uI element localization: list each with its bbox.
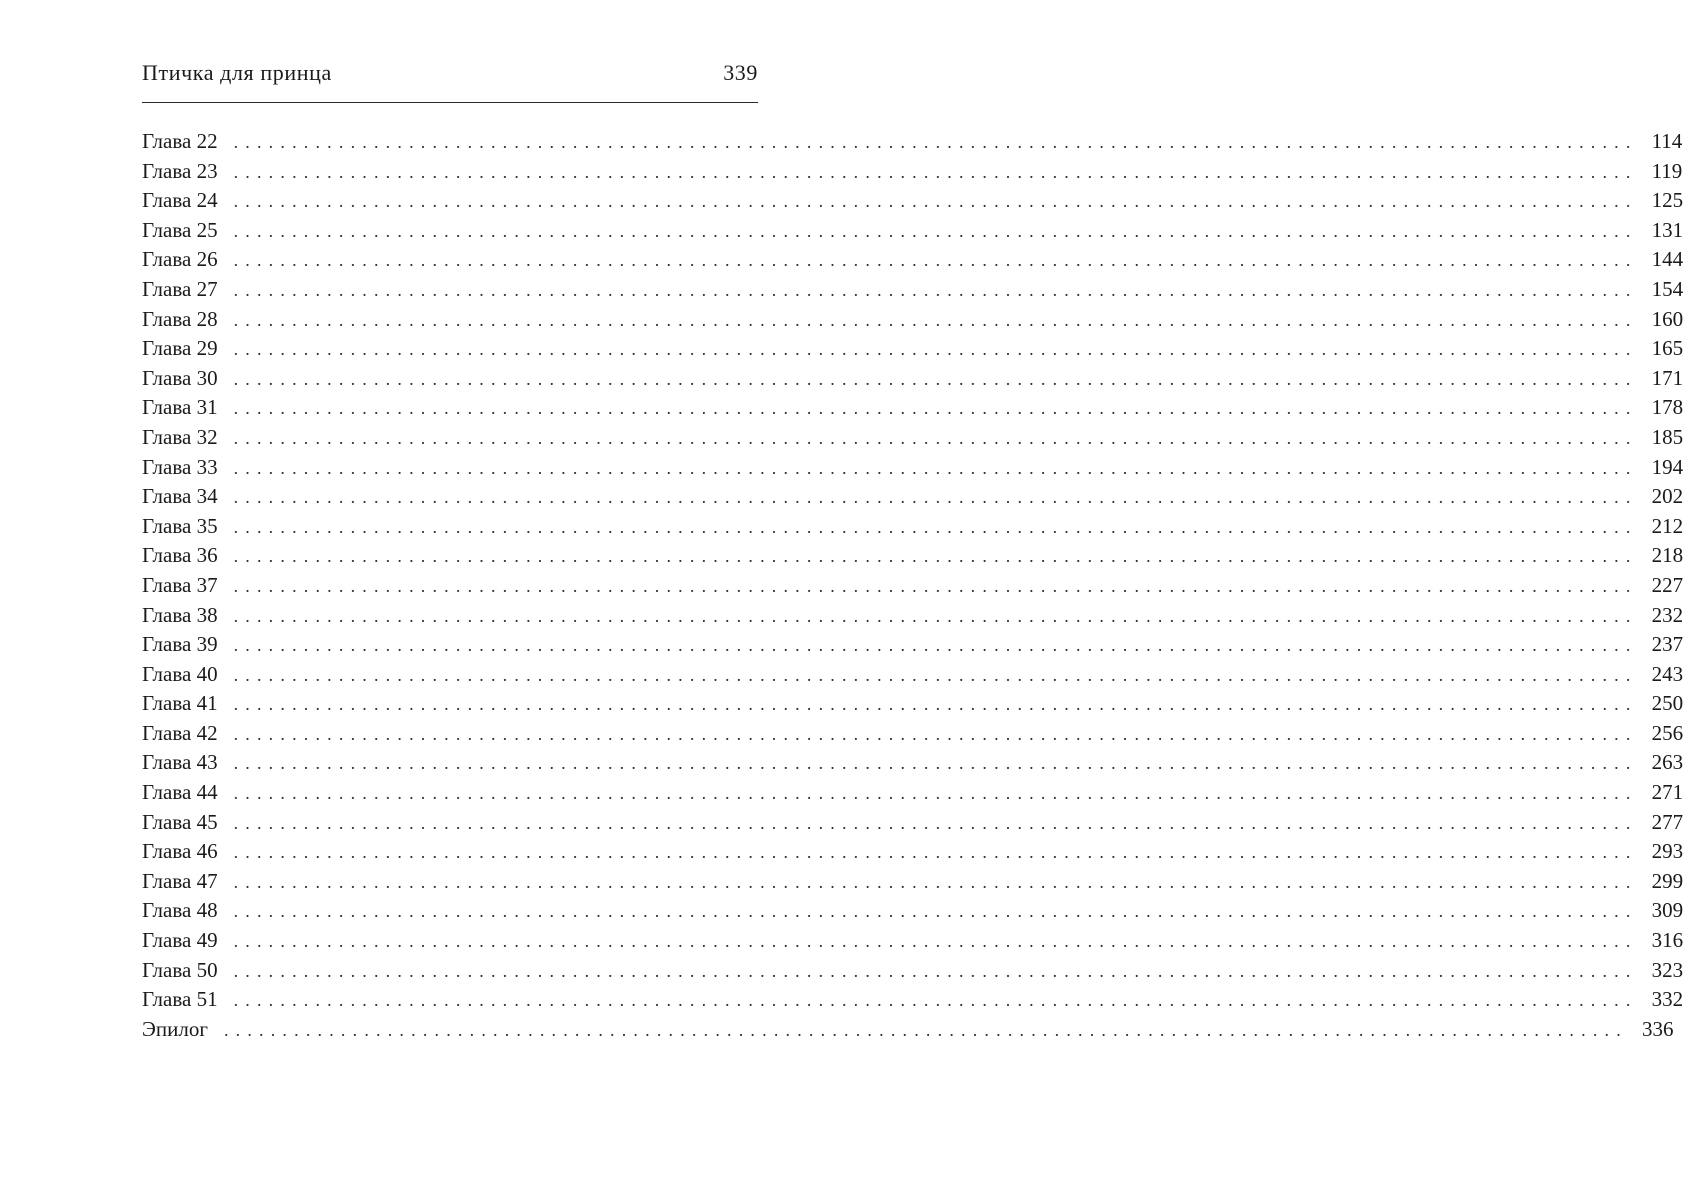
dot-leader: ........................................................................................................................ — [233, 309, 1638, 330]
toc-entry — [142, 543, 1683, 573]
dot-leader: ........................................................................................................................ — [233, 664, 1638, 685]
dot-leader: ........................................................................................................................ — [233, 132, 1638, 152]
toc-entry-title: Глава 22 — [142, 129, 218, 153]
toc-entry — [142, 632, 1683, 662]
dot-leader: ........................................................................................................................ — [233, 694, 1638, 715]
toc-entry-page: 114 — [1651, 129, 1683, 153]
toc-entry-page: 194 — [1651, 454, 1683, 479]
toc-entry — [142, 336, 1683, 366]
toc-entry-page: 171 — [1651, 365, 1683, 390]
table-of-contents — [142, 129, 1683, 1046]
toc-entry-title: Глава 40 — [142, 661, 218, 686]
dot-leader: ........................................................................................................................ — [233, 812, 1638, 833]
dot-leader: ........................................................................................................................ — [223, 1019, 1628, 1040]
toc-entry — [142, 188, 1683, 218]
dot-leader: ........................................................................................................................ — [233, 161, 1638, 182]
toc-entry — [142, 247, 1683, 277]
toc-entry-title: Глава 46 — [142, 839, 218, 864]
toc-entry-title: Глава 51 — [142, 987, 218, 1012]
toc-entry-page: 178 — [1651, 395, 1683, 420]
toc-entry-page: 237 — [1651, 632, 1683, 657]
toc-entry — [142, 957, 1683, 988]
toc-entry — [142, 217, 1683, 248]
toc-entry — [142, 424, 1683, 455]
toc-entry — [142, 691, 1683, 721]
dot-leader: ........................................................................................................................ — [233, 605, 1638, 626]
toc-entry — [142, 395, 1683, 425]
toc-entry — [142, 602, 1683, 633]
toc-entry-title: Глава 37 — [142, 572, 218, 597]
dot-leader: ........................................................................................................................ — [233, 339, 1638, 360]
toc-entry-page: 232 — [1651, 602, 1683, 627]
toc-entry — [142, 898, 1683, 928]
dot-leader: ........................................................................................................................ — [233, 368, 1638, 389]
toc-entry — [142, 454, 1683, 485]
dot-leader: ........................................................................................................................ — [233, 487, 1638, 508]
toc-entry-page: 293 — [1651, 839, 1683, 864]
toc-entry — [142, 720, 1683, 751]
toc-entry — [142, 868, 1683, 899]
page-number: 339 — [723, 60, 758, 85]
dot-leader: ........................................................................................................................ — [233, 250, 1638, 271]
toc-entry-page: 212 — [1651, 513, 1683, 538]
book-page — [142, 60, 1683, 1046]
toc-entry-page: 227 — [1651, 572, 1683, 597]
dot-leader: ........................................................................................................................ — [233, 546, 1638, 567]
dot-leader: ........................................................................................................................ — [233, 279, 1638, 300]
toc-entry-title: Глава 31 — [142, 395, 218, 420]
toc-entry-page: 323 — [1651, 957, 1683, 982]
dot-leader: ........................................................................................................................ — [233, 931, 1638, 952]
toc-entry-page: 131 — [1651, 217, 1683, 242]
toc-entry-title: Глава 47 — [142, 868, 218, 893]
toc-entry — [142, 513, 1683, 544]
dot-leader: ........................................................................................................................ — [233, 457, 1638, 478]
dot-leader: ........................................................................................................................ — [233, 575, 1638, 596]
toc-entry-page: 309 — [1651, 898, 1683, 923]
toc-entry — [142, 572, 1683, 603]
toc-entry-page: 263 — [1651, 750, 1683, 775]
toc-entry-title: Глава 28 — [142, 306, 218, 331]
toc-entry-title: Глава 24 — [142, 188, 218, 213]
toc-entry-title: Эпилог — [142, 1016, 208, 1041]
toc-entry-title: Глава 26 — [142, 247, 218, 272]
dot-leader: ........................................................................................................................ — [233, 220, 1638, 241]
toc-entry-page: 218 — [1651, 543, 1683, 568]
toc-entry-title: Глава 42 — [142, 720, 218, 745]
toc-entry-title: Глава 29 — [142, 336, 218, 361]
toc-entry-page: 332 — [1651, 987, 1683, 1012]
toc-entry — [142, 809, 1683, 840]
toc-entry-title: Глава 38 — [142, 602, 218, 627]
toc-entry-title: Глава 23 — [142, 158, 218, 183]
book-title: Птичка для принца — [142, 60, 332, 85]
toc-entry-page: 154 — [1651, 276, 1683, 301]
toc-entry — [142, 750, 1683, 780]
toc-entry-title: Глава 36 — [142, 543, 218, 568]
dot-leader: ........................................................................................................................ — [233, 398, 1638, 419]
toc-entry-title: Глава 27 — [142, 276, 218, 301]
toc-entry-page: 160 — [1651, 306, 1683, 331]
toc-entry — [142, 928, 1683, 958]
dot-leader: ........................................................................................................................ — [233, 842, 1638, 863]
toc-entry-title: Глава 43 — [142, 750, 218, 775]
toc-entry-page: 119 — [1651, 158, 1683, 183]
toc-entry-title: Глава 35 — [142, 513, 218, 538]
toc-entry — [142, 1016, 1674, 1047]
toc-entry-title: Глава 25 — [142, 217, 218, 242]
toc-entry-title: Глава 39 — [142, 632, 218, 657]
toc-entry-page: 165 — [1651, 336, 1683, 361]
toc-entry — [142, 987, 1683, 1017]
dot-leader: ........................................................................................................................ — [233, 191, 1638, 212]
toc-entry — [142, 276, 1683, 307]
toc-entry — [142, 365, 1683, 396]
dot-leader: ........................................................................................................................ — [233, 960, 1638, 981]
toc-entry-page: 299 — [1651, 868, 1683, 893]
dot-leader: ........................................................................................................................ — [233, 723, 1638, 744]
toc-entry-title: Глава 32 — [142, 424, 218, 449]
toc-entry-title: Глава 49 — [142, 928, 218, 953]
toc-entry-title: Глава 34 — [142, 484, 218, 509]
dot-leader: ........................................................................................................................ — [233, 516, 1638, 537]
toc-entry-page: 271 — [1651, 780, 1683, 805]
toc-entry-page: 250 — [1651, 691, 1683, 716]
dot-leader: ........................................................................................................................ — [233, 990, 1638, 1011]
toc-entry — [142, 129, 1683, 159]
dot-leader: ........................................................................................................................ — [233, 871, 1638, 892]
dot-leader: ........................................................................................................................ — [233, 783, 1638, 804]
toc-entry-title: Глава 41 — [142, 691, 218, 716]
toc-entry-page: 277 — [1651, 809, 1683, 834]
toc-entry — [142, 158, 1683, 189]
header-rule — [142, 102, 758, 103]
toc-entry — [142, 661, 1683, 692]
toc-entry-title: Глава 30 — [142, 365, 218, 390]
toc-entry-page: 256 — [1651, 720, 1683, 745]
toc-entry-title: Глава 33 — [142, 454, 218, 479]
toc-entry — [142, 780, 1683, 810]
dot-leader: ........................................................................................................................ — [233, 427, 1638, 448]
toc-entry-title: Глава 50 — [142, 957, 218, 982]
running-header — [142, 60, 758, 102]
dot-leader: ........................................................................................................................ — [233, 635, 1638, 656]
toc-entry-page: 336 — [1641, 1016, 1674, 1041]
toc-entry-page: 185 — [1651, 424, 1683, 449]
toc-entry-page: 144 — [1651, 247, 1683, 272]
toc-entry — [142, 839, 1683, 869]
toc-entry-page: 243 — [1651, 661, 1683, 686]
toc-entry-title: Глава 48 — [142, 898, 218, 923]
dot-leader: ........................................................................................................................ — [233, 753, 1638, 774]
toc-entry-page: 202 — [1651, 484, 1683, 509]
toc-entry-page: 316 — [1651, 928, 1683, 953]
toc-entry-title: Глава 44 — [142, 780, 218, 805]
toc-entry — [142, 484, 1683, 514]
toc-entry-page: 125 — [1651, 188, 1683, 213]
toc-entry — [142, 306, 1683, 337]
dot-leader: ........................................................................................................................ — [233, 901, 1638, 922]
toc-entry-title: Глава 45 — [142, 809, 218, 834]
